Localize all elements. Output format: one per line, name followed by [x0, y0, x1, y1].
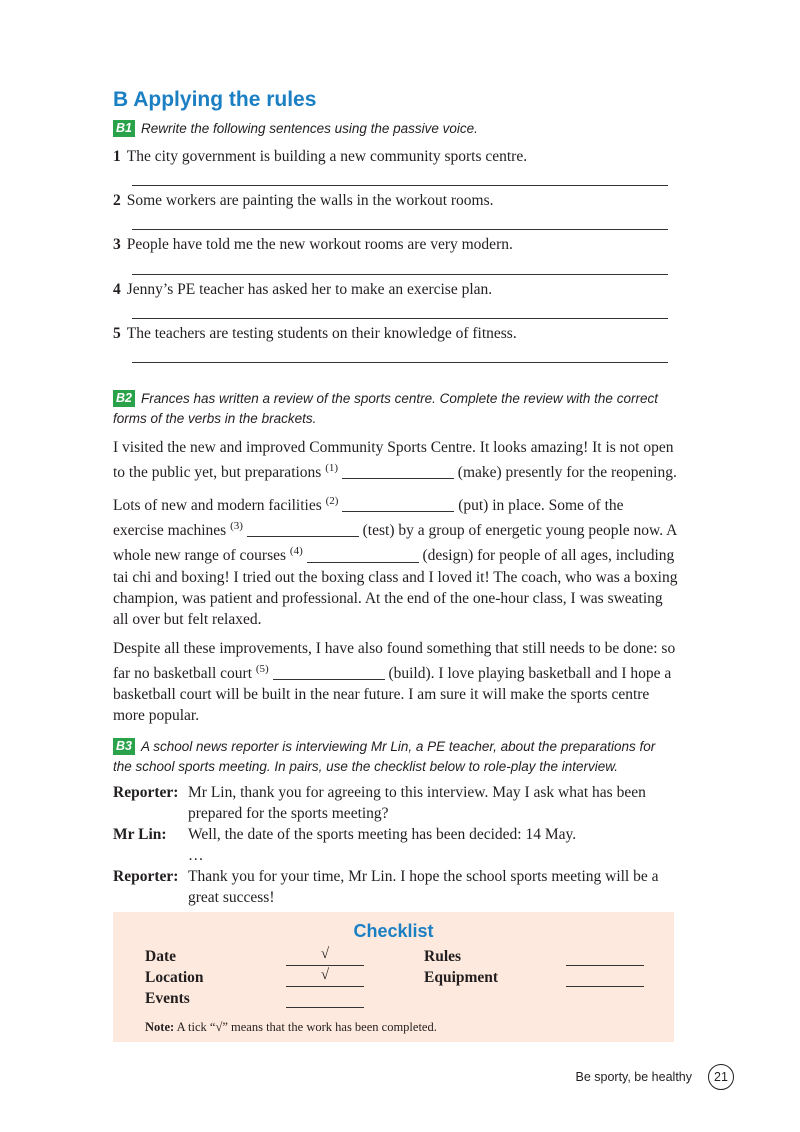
review-paragraph-2: Lots of new and modern facilities $^{(2)}$ (put) in place. Some of the exercise machines $^{(3)}$ (test) by a group of energetic young people now. A whole new range of courses $^{(4)}$ (design) for people of all ages, including tai chi and boxing! I tried out the boxing class and I loved it! The coach, who was a boxing champion, was patient and professional. At the end of the one-hour class, I was sweating all over but felt relaxed. [113, 495, 678, 628]
dialogue-line [113, 866, 678, 908]
question-5 [113, 325, 517, 343]
checklist-line-events[interactable] [286, 1007, 364, 1008]
answer-line-4[interactable] [132, 318, 668, 319]
dialogue-line [113, 824, 678, 845]
checklist-line-equipment[interactable] [566, 986, 644, 987]
blank-number: (3) [230, 520, 243, 533]
blank-2[interactable] [342, 497, 454, 512]
question-text: The teachers are testing students on their knowledge of fitness. [126, 325, 517, 342]
dialogue-line [113, 845, 678, 866]
review-paragraph-1: I visited the new and improved Community Sports Centre. It looks amazing! It is not open to the public yet, but preparations $^{(1)}$ (make) presently for the reopening. [113, 439, 677, 482]
dialogue-text: Thank you for your time, Mr Lin. I hope the school sports meeting will be a great success! [188, 868, 659, 906]
review-paragraph-3: Despite all these improvements, I have also found something that still needs to be done: so far no basketball court $^{(5)}$ (build). I love playing basketball and I hope a basketball court will be built in the near future. I am sure it will make the sports centre more popular. [113, 639, 676, 724]
question-text: Some workers are painting the walls in the workout rooms. [126, 192, 494, 209]
question-1 [113, 148, 527, 166]
note-text: A tick “√” means that the work has been completed. [174, 1020, 437, 1034]
checklist-item-events: Events [145, 990, 190, 1007]
section-letter: B [113, 88, 129, 111]
tick-mark: √ [320, 967, 330, 983]
answer-line-3[interactable] [132, 274, 668, 275]
checklist-item-location: Location [145, 969, 204, 986]
blank-number: (2) [325, 495, 339, 508]
answer-line-1[interactable] [132, 185, 668, 186]
dialogue-text: Mr Lin, thank you for agreeing to this interview. May I ask what has been prepared for the sports meeting? [188, 784, 646, 822]
b2-instruction-text: Frances has written a review of the sports centre. Complete the review with the correct forms of the verbs in the brackets. [113, 391, 658, 426]
question-number: 2 [113, 192, 121, 209]
dialogue-text: … [188, 847, 204, 864]
b3-instruction-text: A school news reporter is interviewing Mr Lin, a PE teacher, about the preparations for the school sports meeting. In pairs, use the checklist below to role-play the interview. [113, 739, 656, 774]
dialogue-line [113, 782, 678, 824]
note-label: Note: [145, 1020, 175, 1034]
checklist-item-equipment: Equipment [424, 969, 499, 986]
b3-badge: B3 [113, 738, 135, 755]
blank-3[interactable] [247, 522, 359, 537]
question-3 [113, 236, 513, 254]
question-number: 4 [113, 281, 121, 298]
question-number: 3 [113, 236, 121, 253]
question-text: The city government is building a new community sports centre. [126, 148, 528, 165]
speaker: Reporter: [113, 784, 179, 801]
b1-instruction [113, 119, 478, 139]
section-title: Applying the rules [133, 88, 317, 111]
b2-badge: B2 [113, 390, 135, 407]
speaker [113, 845, 188, 866]
checklist-line-location[interactable] [286, 986, 364, 987]
unit-title: Be sporty, be healthy [575, 1070, 692, 1084]
speaker: Reporter: [113, 868, 179, 885]
checklist-item-date: Date [145, 948, 176, 965]
answer-line-2[interactable] [132, 229, 668, 230]
checklist-box [113, 912, 674, 1042]
b2-instruction [113, 389, 673, 429]
checklist-note [145, 1020, 437, 1035]
interview-dialogue [113, 782, 678, 908]
question-number: 5 [113, 325, 121, 342]
section-heading [113, 88, 316, 112]
b3-instruction [113, 737, 673, 777]
question-2 [113, 192, 494, 210]
question-4 [113, 281, 492, 299]
blank-1[interactable] [342, 464, 454, 479]
tick-mark: √ [320, 946, 330, 962]
b1-instruction-text: Rewrite the following sentences using the passive voice. [140, 121, 478, 136]
review-text [113, 437, 678, 734]
question-text: People have told me the new workout rooms are very modern. [126, 236, 513, 253]
question-text: Jenny’s PE teacher has asked her to make an exercise plan. [126, 281, 493, 298]
blank-number: (4) [289, 545, 303, 558]
speaker: Mr Lin: [113, 826, 167, 843]
answer-line-5[interactable] [132, 362, 668, 363]
page-number: 21 [708, 1064, 734, 1090]
checklist-item-rules: Rules [424, 948, 462, 965]
checklist-line-rules[interactable] [566, 965, 644, 966]
blank-5[interactable] [273, 665, 385, 680]
b1-badge: B1 [113, 120, 135, 137]
blank-4[interactable] [307, 548, 419, 563]
dialogue-text: Well, the date of the sports meeting has been decided: 14 May. [188, 826, 577, 843]
blank-number: (5) [255, 662, 269, 675]
checklist-line-date[interactable] [286, 965, 364, 966]
question-number: 1 [113, 148, 121, 165]
checklist-title: Checklist [353, 921, 434, 941]
blank-number: (1) [325, 462, 339, 474]
